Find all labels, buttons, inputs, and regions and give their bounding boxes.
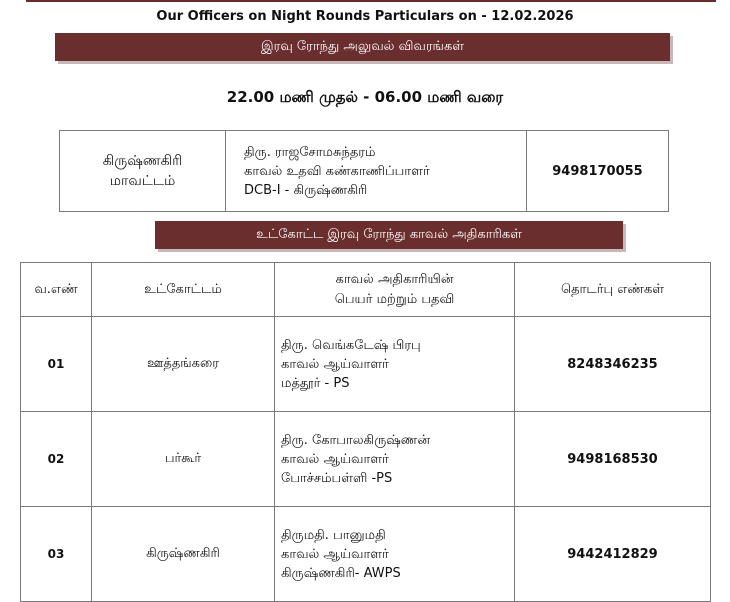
header-subdivision: உட்கோட்டம் — [92, 263, 275, 317]
district-officer-row — [60, 131, 669, 212]
district-officer-unit: DCB-I - கிருஷ்ணகிரி — [244, 182, 368, 198]
row-phone: 8248346235 — [515, 317, 711, 412]
row-serial: 03 — [21, 507, 92, 602]
header-officer-line1: காவல் அதிகாரியின் — [335, 271, 454, 287]
header-contact: தொடர்பு எண்கள் — [515, 263, 711, 317]
officer-designation: காவல் ஆய்வாளர் — [281, 451, 389, 467]
district-officer-name: திரு. ராஜசோமசுந்தரம் — [244, 144, 376, 160]
top-rule — [26, 0, 716, 2]
district-cell — [60, 131, 226, 212]
district-officer-phone: 9498170055 — [527, 131, 669, 212]
officer-name: திரு. வெங்கடேஷ் பிரபு — [281, 337, 421, 353]
officer-station: போச்சம்பள்ளி -PS — [281, 470, 393, 486]
row-serial: 02 — [21, 412, 92, 507]
row-officer — [275, 507, 515, 602]
night-rounds-banner: இரவு ரோந்து அலுவல் விவரங்கள் — [55, 33, 670, 61]
officer-station: மத்தூர் - PS — [281, 375, 350, 391]
officer-station: கிருஷ்ணகிரி- AWPS — [281, 565, 401, 581]
header-officer-line2: பெயர் மற்றும் பதவி — [334, 291, 455, 307]
district-officer-cell — [226, 131, 527, 212]
district-label: மாவட்டம் — [109, 173, 176, 189]
subdivision-officers-table — [20, 262, 711, 602]
officer-designation: காவல் ஆய்வாளர் — [281, 356, 389, 372]
page-title: Our Officers on Night Rounds Particulars on - 12.02.2026 — [156, 9, 574, 24]
table-row — [21, 412, 711, 507]
row-subdivision: ஊத்தங்கரை — [92, 317, 275, 412]
row-subdivision: கிருஷ்ணகிரி — [92, 507, 275, 602]
table-row — [21, 507, 711, 602]
header-serial: வ.எண் — [21, 263, 92, 317]
table-row — [21, 317, 711, 412]
row-officer — [275, 317, 515, 412]
table-header-row — [21, 263, 711, 317]
district-officer-table — [59, 130, 669, 212]
row-serial: 01 — [21, 317, 92, 412]
row-phone: 9442412829 — [515, 507, 711, 602]
header-officer — [275, 263, 515, 317]
officer-name: திரு. கோபாலகிருஷ்ணன் — [281, 432, 430, 448]
district-name: கிருஷ்ணகிரி — [102, 153, 183, 169]
row-phone: 9498168530 — [515, 412, 711, 507]
timing-text: 22.00 மணி முதல் - 06.00 மணி வரை — [226, 88, 504, 106]
row-subdivision: பர்கூர் — [92, 412, 275, 507]
officer-name: திருமதி. பானுமதி — [281, 527, 386, 543]
subdivision-banner: உட்கோட்ட இரவு ரோந்து காவல் அதிகாரிகள் — [155, 221, 623, 249]
district-officer-designation: காவல் உதவி கண்காணிப்பாளர் — [244, 163, 430, 179]
row-officer — [275, 412, 515, 507]
officer-designation: காவல் ஆய்வாளர் — [281, 546, 389, 562]
